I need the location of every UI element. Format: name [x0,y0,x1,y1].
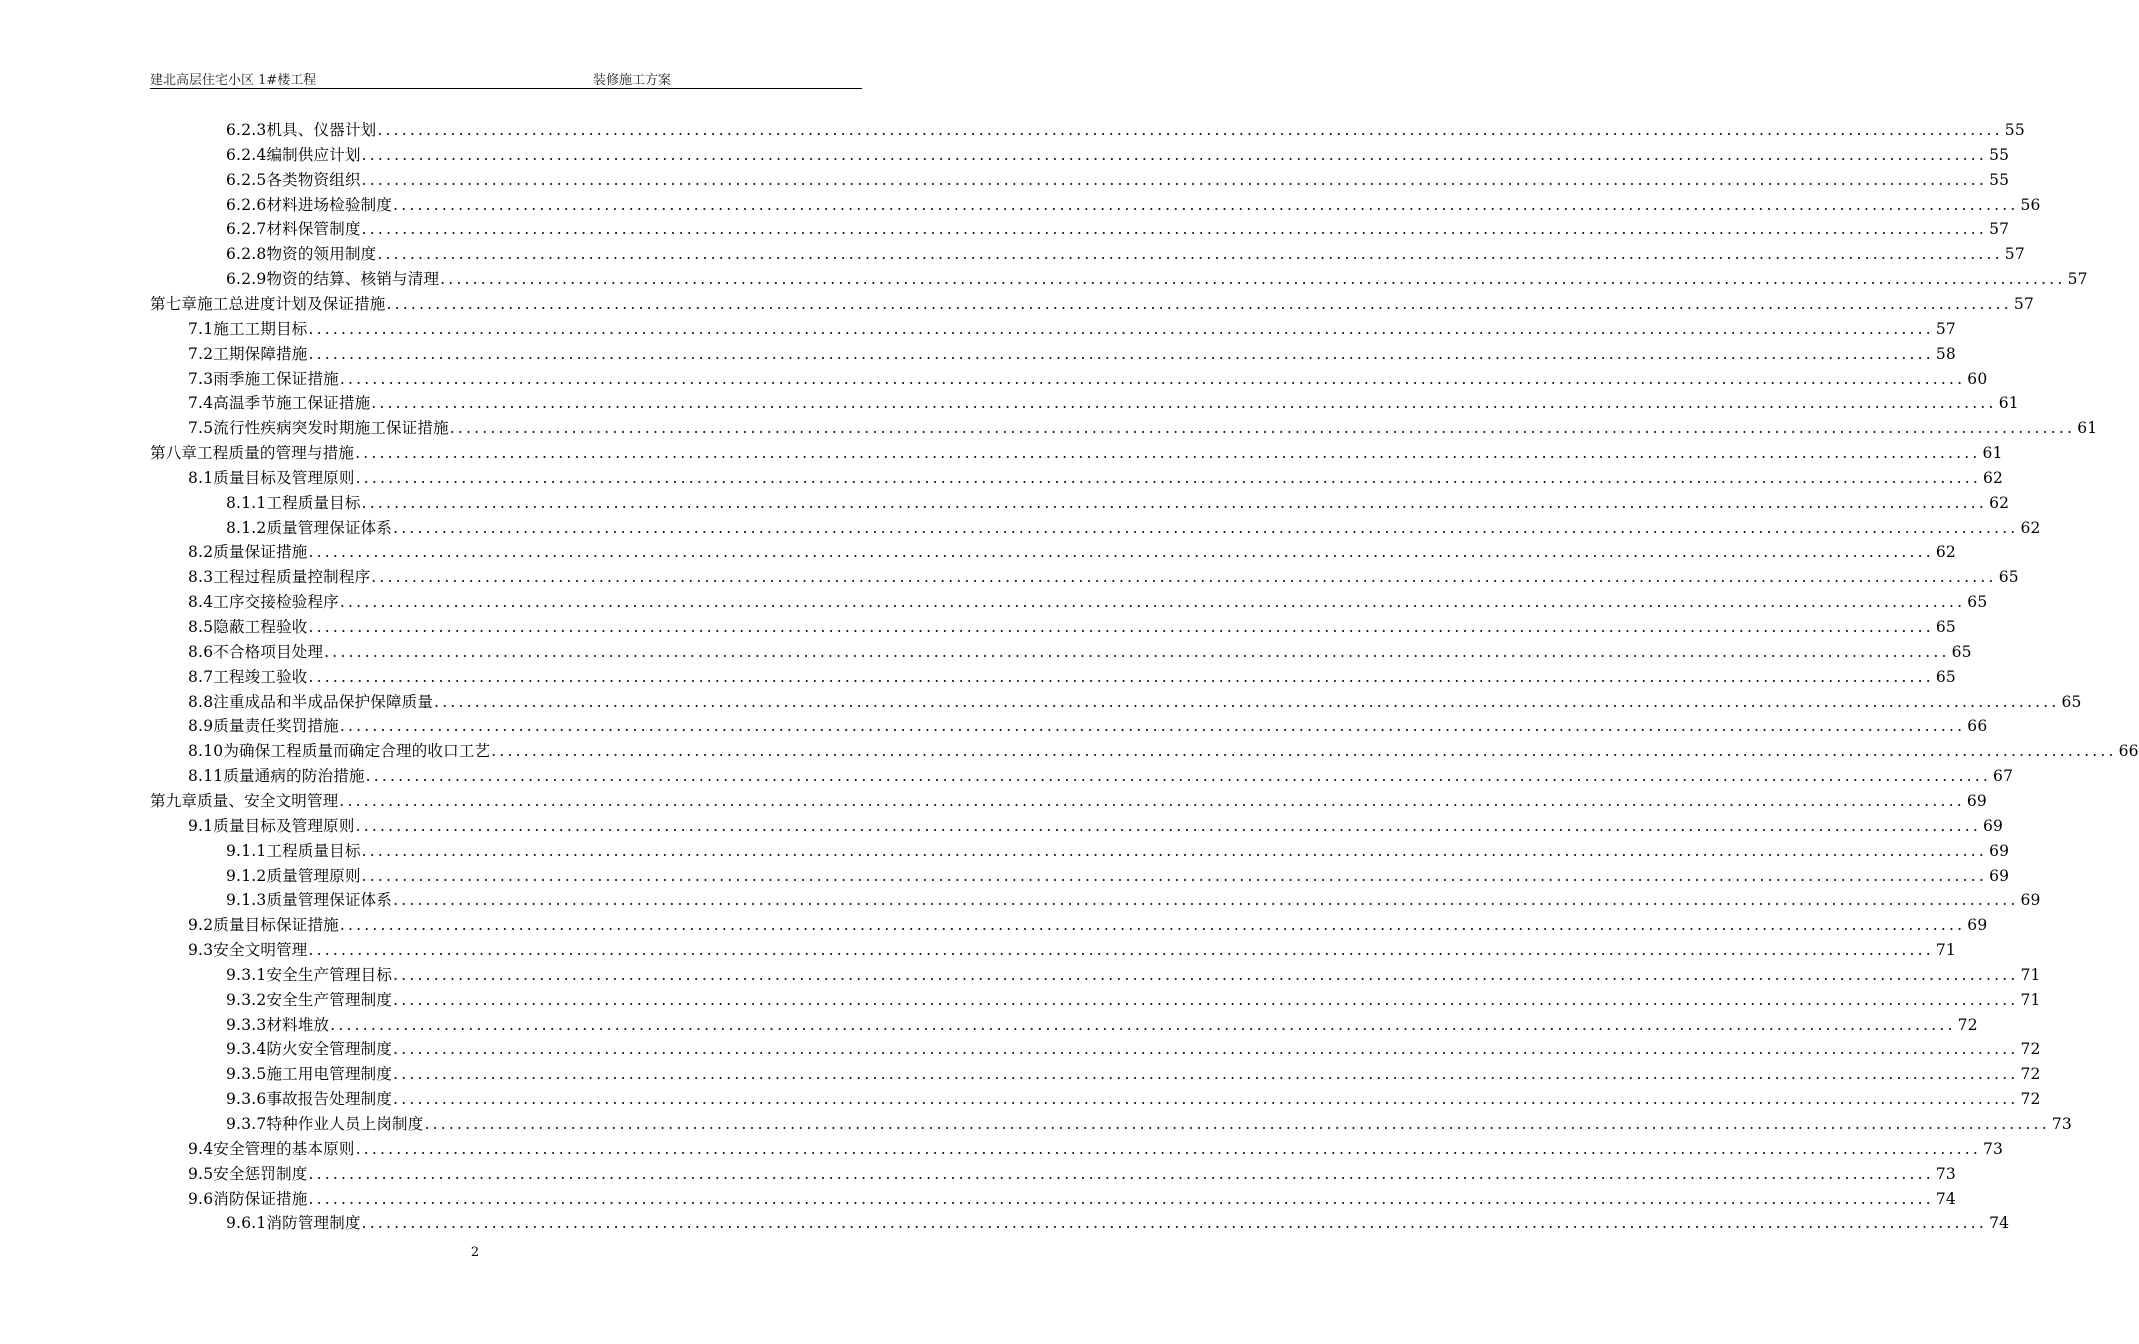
toc-entry-title: 事故报告处理制度 [266,1090,393,1109]
toc-entry[interactable] [226,1037,2041,1062]
toc-entry-number: 8.2 [188,543,214,562]
toc-dot-leader: ........................................................................................................................................................................................................ [491,742,2117,761]
toc-entry-page: 73 [1982,1139,2004,1158]
toc-dot-leader: ........................................................................................................................................................................................................ [361,145,1988,164]
toc-dot-leader: ........................................................................................................................................................................................................ [339,791,1965,810]
toc-entry-page: 62 [2020,518,2041,537]
toc-entry-page: 72 [1957,1015,1978,1034]
toc-entry-title: 材料保管制度 [266,220,361,239]
toc-entry[interactable] [226,1112,2072,1137]
toc-entry[interactable] [226,242,2025,267]
toc-dot-leader: ........................................................................................................................................................................................................ [308,1164,1934,1183]
toc-entry-number: 第七章 [150,294,198,313]
toc-dot-leader: ........................................................................................................................................................................................................ [371,394,1997,413]
toc-dot-leader: ........................................................................................................................................................................................................ [440,270,2066,289]
toc-entry[interactable] [188,1137,2004,1162]
toc-entry-number: 8.5 [188,618,214,636]
toc-entry-title: 工程过程质量控制程序 [213,568,371,587]
toc-entry[interactable] [226,267,2088,292]
toc-dot-leader: ........................................................................................................................................................................................................ [308,667,1934,686]
toc-entry-title: 消防保证措施 [213,1189,308,1208]
toc-entry-page: 69 [1966,791,1987,810]
toc-entry-page: 65 [1935,618,1956,636]
toc-entry-title: 安全文明管理 [213,941,308,960]
toc-entry[interactable] [188,615,1956,640]
toc-entry-page: 55 [1989,145,2010,164]
toc-entry[interactable] [226,1087,2041,1112]
toc-entry-number: 6.2.4 [226,145,267,164]
toc-entry-page: 57 [2013,294,2035,313]
toc-entry-number: 6.2.8 [226,245,267,264]
toc-entry-number: 7.3 [188,369,214,388]
toc-entry[interactable] [226,168,2010,193]
toc-entry-page: 66 [2118,742,2139,761]
toc-dot-leader: ........................................................................................................................................................................................................ [308,941,1934,960]
toc-entry-number: 8.9 [188,717,214,736]
toc-entry-title: 安全生产管理目标 [266,965,393,984]
toc-entry-title: 质量、安全文明管理 [197,791,339,810]
toc-entry-number: 9.3.6 [226,1090,267,1109]
toc-entry[interactable] [188,1162,1956,1187]
toc-entry-page: 69 [1989,841,2010,860]
toc-entry-number: 6.2.9 [226,270,267,289]
toc-entry-page: 65 [1935,667,1956,686]
toc-entry-title: 质量保证措施 [213,543,308,562]
toc-entry[interactable] [188,416,2098,441]
toc-entry-title: 流行性疾病突发时期施工保证措施 [213,419,449,438]
toc-entry-title: 安全生产管理制度 [266,990,393,1009]
toc-dot-leader: ........................................................................................................................................................................................................ [377,245,2003,264]
page-header [150,66,862,89]
toc-entry-page: 56 [2020,195,2041,214]
toc-dot-leader: ........................................................................................................................................................................................................ [371,568,1997,587]
toc-entry[interactable] [226,217,2010,242]
toc-entry[interactable] [188,317,1956,342]
toc-entry-title: 工程质量目标 [266,493,361,512]
toc-entry-title: 工程竣工验收 [213,667,308,686]
toc-entry-number: 8.1 [188,468,214,487]
toc-entry[interactable] [226,1211,2010,1236]
toc-entry[interactable] [226,963,2041,988]
toc-dot-leader: ........................................................................................................................................................................................................ [361,170,1988,189]
toc-entry-page: 65 [1951,642,1972,661]
toc-entry[interactable] [188,714,1988,739]
toc-entry-title: 物资的领用制度 [266,245,377,264]
toc-entry-page: 61 [2077,419,2098,438]
toc-entry-page: 71 [2020,990,2041,1009]
toc-entry-page: 69 [1982,816,2004,835]
toc-entry-page: 57 [2004,245,2025,264]
toc-entry-page: 67 [1993,767,2014,786]
toc-chapter-entry[interactable] [150,789,1987,814]
toc-entry[interactable] [188,764,2014,789]
toc-dot-leader: ........................................................................................................................................................................................................ [393,990,2019,1009]
toc-dot-leader: ........................................................................................................................................................................................................ [361,493,1988,512]
toc-entry-page: 74 [1935,1189,1956,1208]
toc-entry-title: 不合格项目处理 [213,642,324,661]
toc-entry[interactable] [226,516,2041,541]
toc-entry-page: 55 [1989,170,2010,189]
toc-dot-leader: ........................................................................................................................................................................................................ [393,518,2019,537]
toc-entry-title: 质量管理原则 [266,866,361,885]
toc-entry-title: 安全管理的基本原则 [213,1139,355,1158]
toc-entry-title: 施工用电管理制度 [266,1065,393,1084]
toc-entry-number: 8.4 [188,593,214,612]
toc-entry-title: 工程质量的管理与措施 [197,444,355,463]
toc-entry-number: 8.8 [188,692,214,711]
toc-entry-number: 9.4 [188,1139,214,1158]
toc-entry-title: 物资的结算、核销与清理 [266,270,440,289]
toc-entry-number: 9.3 [188,941,214,960]
toc-dot-leader: ........................................................................................................................................................................................................ [355,816,1981,835]
toc-dot-leader: ........................................................................................................................................................................................................ [355,1139,1981,1158]
toc-dot-leader: ........................................................................................................................................................................................................ [361,220,1988,239]
toc-entry-number: 8.11 [188,767,224,786]
toc-dot-leader: ........................................................................................................................................................................................................ [393,1040,2019,1059]
toc-entry-title: 注重成品和半成品保护保障质量 [213,692,434,711]
toc-entry-page: 69 [1967,916,1988,935]
toc-dot-leader: ........................................................................................................................................................................................................ [330,1015,1956,1034]
toc-entry[interactable] [226,118,2025,143]
toc-entry-title: 施工总进度计划及保证措施 [197,294,386,313]
toc-dot-leader: ........................................................................................................................................................................................................ [324,642,1950,661]
toc-entry-number: 6.2.6 [226,195,267,214]
toc-entry-title: 质量目标及管理原则 [213,816,355,835]
toc-entry-page: 62 [1935,543,1956,562]
toc-entry-number: 9.6 [188,1189,214,1208]
toc-entry-title: 质量目标保证措施 [213,916,339,935]
toc-entry-page: 69 [1989,866,2010,885]
toc-dot-leader: ........................................................................................................................................................................................................ [339,369,1966,388]
toc-dot-leader: ........................................................................................................................................................................................................ [393,1065,2019,1084]
toc-dot-leader: ........................................................................................................................................................................................................ [355,444,1981,463]
toc-entry-page: 61 [1998,394,2019,413]
toc-entry-page: 57 [1989,220,2010,239]
toc-dot-leader: ........................................................................................................................................................................................................ [386,294,2012,313]
toc-entry-title: 编制供应计划 [266,145,361,164]
toc-dot-leader: ........................................................................................................................................................................................................ [434,692,2060,711]
toc-entry[interactable] [226,864,2010,889]
header-document-title: 装修施工方案 [593,73,672,88]
toc-entry-number: 9.3.1 [226,965,267,984]
toc-entry-title: 消防管理制度 [266,1214,361,1233]
toc-entry-title: 工程质量目标 [266,841,361,860]
toc-entry-number: 7.5 [188,419,214,438]
toc-entry-number: 9.5 [188,1164,214,1183]
toc-entry-page: 62 [1989,493,2010,512]
toc-entry[interactable] [226,193,2041,218]
toc-entry[interactable] [226,143,2010,168]
toc-entry-page: 57 [1935,319,1956,338]
toc-entry-page: 65 [1998,568,2019,587]
toc-entry-title: 质量目标及管理原则 [213,468,355,487]
toc-dot-leader: ........................................................................................................................................................................................................ [393,1090,2019,1109]
toc-dot-leader: ........................................................................................................................................................................................................ [308,319,1934,338]
toc-entry-number: 8.1.2 [226,518,267,537]
toc-entry[interactable] [188,640,1972,665]
toc-entry[interactable] [188,690,2082,715]
toc-entry[interactable] [188,540,1956,565]
toc-entry[interactable] [188,590,1988,615]
toc-entry-number: 9.1.2 [226,866,267,885]
toc-entry[interactable] [188,565,2019,590]
toc-entry-title: 高温季节施工保证措施 [213,394,371,413]
toc-entry-page: 61 [1982,444,2003,463]
toc-entry-number: 第八章 [150,444,198,463]
toc-entry-page: 69 [2020,891,2041,910]
toc-entry-title: 机具、仪器计划 [266,121,377,139]
toc-entry[interactable] [226,491,2010,516]
toc-entry-page: 71 [2020,965,2041,984]
toc-entry[interactable] [226,988,2041,1013]
toc-entry-title: 质量通病的防治措施 [223,767,365,786]
toc-dot-leader: ........................................................................................................................................................................................................ [361,841,1988,860]
toc-dot-leader: ........................................................................................................................................................................................................ [393,195,2019,214]
toc-entry-title: 质量管理保证体系 [266,891,393,910]
toc-entry-number: 9.1.1 [226,841,267,860]
toc-entry[interactable] [188,466,2004,491]
toc-entry-title: 各类物资组织 [266,170,361,189]
toc-entry[interactable] [188,342,1956,367]
toc-entry-number: 7.4 [188,394,214,413]
toc-entry-number: 9.1.3 [226,891,267,910]
toc-entry[interactable] [188,367,1988,392]
toc-entry-number: 9.3.5 [226,1065,267,1084]
toc-entry-page: 71 [1935,941,1956,960]
toc-entry-page: 72 [2020,1090,2041,1109]
toc-dot-leader: ........................................................................................................................................................................................................ [365,767,1992,786]
toc-entry-number: 7.2 [188,344,214,363]
toc-dot-leader: ........................................................................................................................................................................................................ [308,344,1934,363]
toc-entry-title: 施工工期目标 [213,319,308,338]
toc-entry[interactable] [188,1187,1956,1212]
toc-dot-leader: ........................................................................................................................................................................................................ [339,916,1966,935]
toc-entry-title: 防火安全管理制度 [266,1040,393,1059]
toc-entry-number: 8.3 [188,568,214,587]
toc-dot-leader: ........................................................................................................................................................................................................ [355,468,1981,487]
toc-entry[interactable] [188,665,1956,690]
toc-dot-leader: ........................................................................................................................................................................................................ [339,593,1966,612]
toc-entry-page: 55 [2004,121,2025,139]
toc-entry-page: 73 [2051,1115,2072,1133]
toc-entry-page: 74 [1989,1214,2010,1233]
toc-entry-number: 9.6.1 [226,1214,267,1233]
toc-chapter-entry[interactable] [150,441,2003,466]
toc-entry-page: 73 [1935,1164,1956,1183]
toc-entry-number: 9.3.3 [226,1015,267,1034]
toc-dot-leader: ........................................................................................................................................................................................................ [393,891,2019,910]
toc-entry-page: 72 [2020,1065,2041,1084]
toc-entry-page: 72 [2020,1040,2041,1059]
toc-dot-leader: ........................................................................................................................................................................................................ [339,717,1966,736]
toc-dot-leader: ........................................................................................................................................................................................................ [377,121,2003,139]
toc-entry-number: 7.1 [188,319,214,338]
toc-entry-title: 工期保障措施 [213,344,308,363]
toc-entry-page: 60 [1967,369,1988,388]
toc-entry[interactable] [188,814,2004,839]
toc-entry[interactable] [226,1013,1978,1038]
toc-entry-number: 9.3.4 [226,1040,267,1059]
toc-entry-number: 6.2.3 [226,121,267,139]
toc-entry-number: 6.2.5 [226,170,267,189]
toc-entry-page: 57 [2067,270,2088,289]
toc-dot-leader: ........................................................................................................................................................................................................ [393,965,2019,984]
toc-entry-title: 为确保工程质量而确定合理的收口工艺 [223,742,491,761]
toc-entry-number: 第九章 [150,791,198,810]
toc-entry-number: 9.3.2 [226,990,267,1009]
toc-entry-page: 66 [1967,717,1988,736]
toc-entry-title: 质量责任奖罚措施 [213,717,339,736]
header-project-name: 建北高层住宅小区 1#楼工程 [150,73,317,88]
toc-entry-page: 65 [2061,692,2082,711]
toc-entry[interactable] [188,938,1956,963]
toc-dot-leader: ........................................................................................................................................................................................................ [308,1189,1934,1208]
toc-dot-leader: ........................................................................................................................................................................................................ [308,543,1934,562]
toc-entry[interactable] [226,888,2041,913]
toc-entry[interactable] [226,839,2010,864]
toc-entry-title: 雨季施工保证措施 [213,369,339,388]
toc-entry-title: 质量管理保证体系 [266,518,393,537]
toc-entry[interactable] [188,913,1988,938]
toc-entry[interactable] [226,1062,2041,1087]
toc-entry[interactable] [188,391,2019,416]
toc-dot-leader: ........................................................................................................................................................................................................ [424,1115,2050,1133]
toc-entry-number: 6.2.7 [226,220,267,239]
toc-entry-title: 材料堆放 [266,1015,330,1034]
toc-entry-page: 65 [1967,593,1988,612]
toc-dot-leader: ........................................................................................................................................................................................................ [361,1214,1988,1233]
toc-chapter-entry[interactable] [150,292,2035,317]
toc-entry-title: 特种作业人员上岗制度 [266,1115,424,1133]
toc-dot-leader: ........................................................................................................................................................................................................ [308,618,1934,636]
toc-entry-number: 8.1.1 [226,493,267,512]
toc-entry-number: 9.3.7 [226,1115,267,1133]
toc-entry-number: 8.6 [188,642,214,661]
toc-entry-title: 工序交接检验程序 [213,593,339,612]
toc-entry-number: 9.1 [188,816,214,835]
toc-entry-number: 8.10 [188,742,224,761]
toc-dot-leader: ........................................................................................................................................................................................................ [449,419,2076,438]
toc-entry-page: 58 [1935,344,1956,363]
page-number: 2 [470,1245,480,1260]
toc-entry-title: 安全惩罚制度 [213,1164,308,1183]
toc-entry-title: 材料进场检验制度 [266,195,393,214]
toc-entry-number: 8.7 [188,667,214,686]
toc-entry[interactable] [188,739,2139,764]
toc-entry-number: 9.2 [188,916,214,935]
toc-dot-leader: ........................................................................................................................................................................................................ [361,866,1988,885]
toc-entry-title: 隐蔽工程验收 [213,618,308,636]
toc-entry-page: 62 [1982,468,2004,487]
